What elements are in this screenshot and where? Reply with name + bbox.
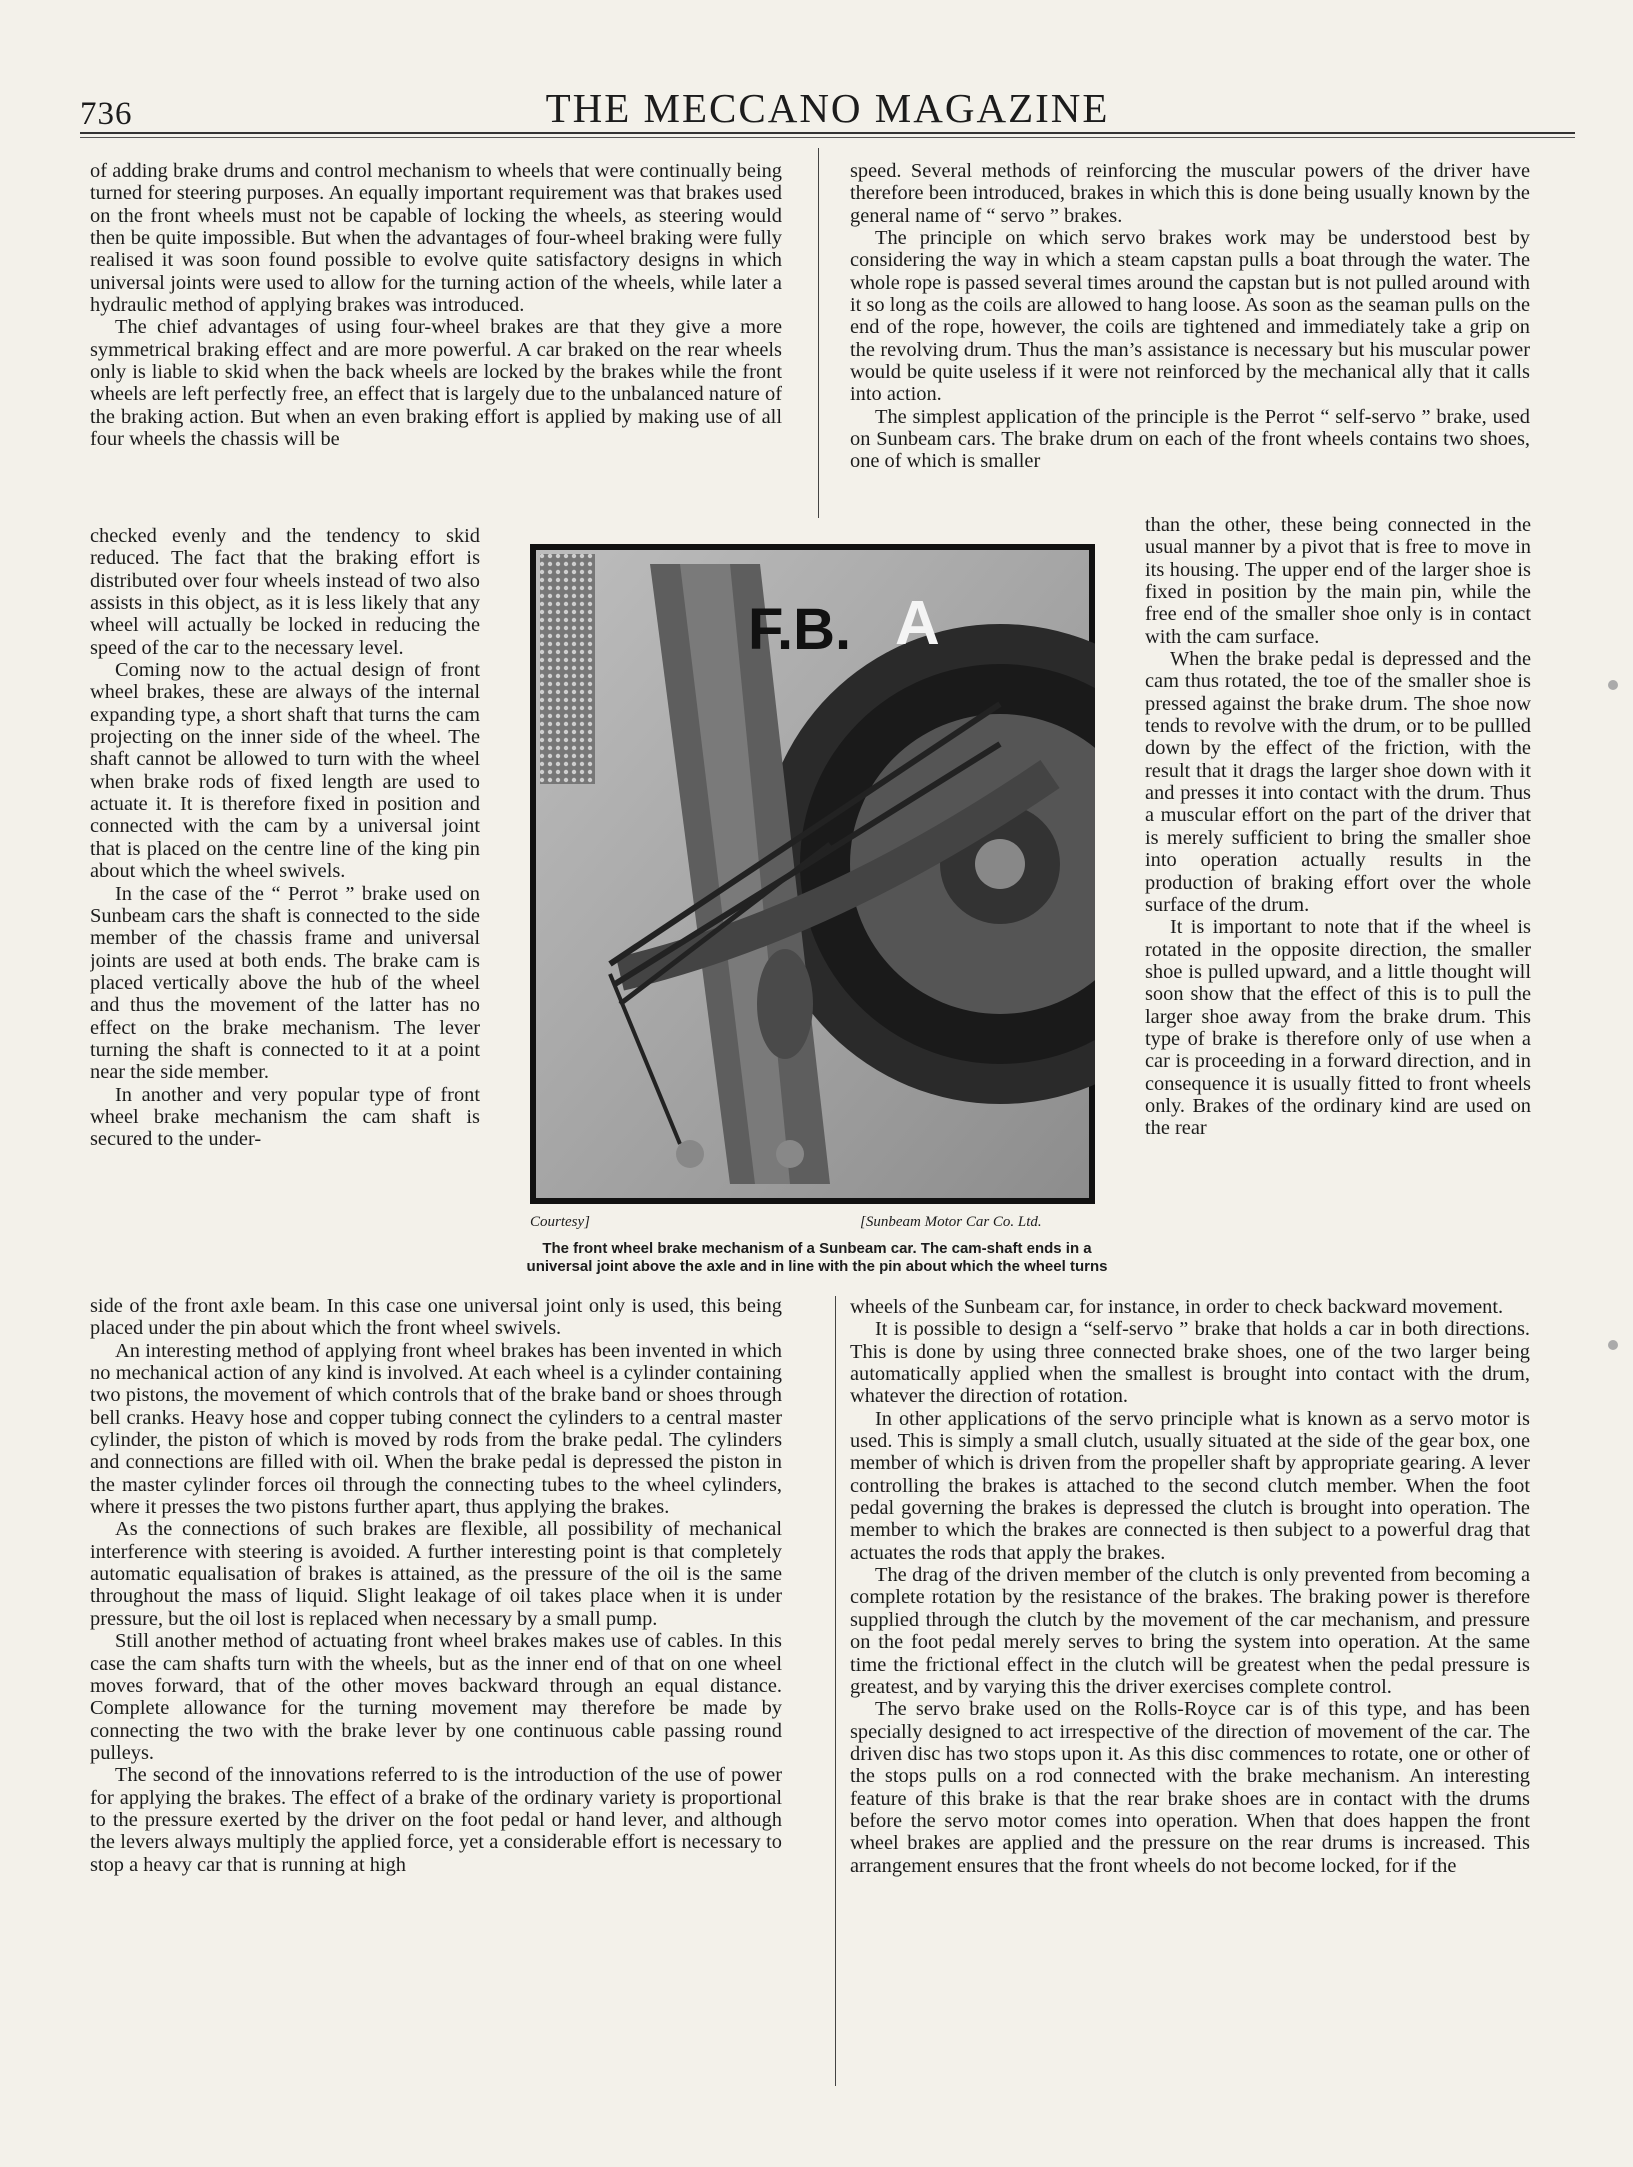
radiator-grille [540, 554, 595, 784]
paragraph: An interesting method of applying front wheel brakes has been invented in which no mechanical action of any kind is involved. At each wheel is a cylinder containing two pistons, the movement of which controls that of the brake band or shoes through bell cranks. Heavy hose and copper tubing connect the cylinders to a central master cylinder, the piston of which is moved by rods from the brake pedal. The cylinders and connections are filled with oil. When the brake pedal is depressed the piston in the master cylinder forces oil through the connecting tubes to the wheel cylinders, where it presses the two pistons further apart, thus applying the brakes. [90, 1339, 782, 1519]
paragraph: The chief advantages of using four-wheel brakes are that they give a more symmetrical braking effect and are more powerful. A car braked on the rear wheels only is liable to skid when the back wheels are locked by the brakes while the front wheels are left perfectly free, an effect that is largely due to the unbalanced nature of the braking action. But when an even braking effort is applied by making use of all four wheels the chassis will be [90, 316, 782, 451]
paragraph: The servo brake used on the Rolls-Royce car is of this type, and has been specially designed to act irrespective of the direction of movement of the car. The driven disc has two stops upon it. As this disc commences to rotate, one or other of the stops pulls on a rod connected with the brake mechanism. An interesting feature of this brake is that the rear brake shoes are in contact with the drums before the servo motor comes into operation. When that does happen the front wheel brakes are applied and the pressure on the rear drums is increased. This arrangement ensures that the front wheels do not become locked, for if the [850, 1698, 1530, 1877]
photo-credit-left: Courtesy] [530, 1214, 590, 1230]
paragraph: In another and very popular type of front wheel brake mechanism the cam shaft is secured to the under- [90, 1083, 480, 1151]
paragraph: It is possible to design a “self-servo ” brake that holds a car in both directions. This is done by using three connected brake shoes, one of the two larger being automatically applied when the smallest is brought into contact with the drum, whatever the direction of rotation. [850, 1318, 1530, 1408]
photo-illustration [530, 544, 1095, 1204]
label-a: A [895, 589, 940, 658]
label-fb: F.B. [748, 597, 852, 662]
paragraph: wheels of the Sunbeam car, for instance, in order to check backward movement. [850, 1296, 1504, 1318]
paragraph: When the brake pedal is depressed and the cam thus rotated, the toe of the smaller shoe is pressed against the brake drum. The shoe now tends to revolve with the drum, or to be pullled down by the effect of the friction, with the result that it drags the larger shoe down with it and presses it into contact with the drum. Thus a muscular effort on the part of the driver that is merely sufficient to bring the smaller shoe into operation actually results in the production of braking effort over the whole surface of the drum. [1145, 648, 1531, 916]
paragraph: Still another method of actuating front wheel brakes makes use of cables. In this case the cam shafts turn with the wheels, but as the inner end of that on one wheel moves forward, that of the other moves backward through an equal distance. Complete allowance for the turning movement may therefore be made by connecting the two with the brake lever by one continuous cable passing round pulleys. [90, 1630, 782, 1764]
brake-mechanism-photo [530, 544, 1095, 1204]
paragraph: side of the front axle beam. In this case one universal joint only is used, this being placed under the pin about which the front wheel swivels. [90, 1295, 782, 1340]
binding-hole [1608, 680, 1618, 690]
binding-hole [1608, 1340, 1618, 1350]
photo-credit-right: [Sunbeam Motor Car Co. Ltd. [860, 1214, 1042, 1230]
paragraph: In other applications of the servo principle what is known as a servo motor is used. This is simply a small clutch, usually situated at the side of the gear box, one member of which is driven from the propeller shaft by appropriate gearing. A lever controlling the brakes is attached to the second clutch member. When the foot pedal governing the brakes is depressed the clutch is brought into operation. The member to which the brakes are connected is then subject to a powerful drag that actuates the rods that apply the brakes. [850, 1407, 1530, 1564]
page-number: 736 [80, 96, 133, 132]
figure-caption: The front wheel brake mechanism of a Sunbeam car. The cam-shaft ends in a universal joint above the axle and in line with the pin about which the wheel turns [526, 1240, 1108, 1275]
paragraph: The principle on which servo brakes work may be understood best by considering the way in which a steam capstan pulls a boat through the water. The whole rope is passed several times around the capstan but is not pulled around with it so long as the coils are allowed to hang loose. As soon as the seaman pulls on the end of the rope, however, the coils are tightened and immediately take a grip on the revolving drum. Thus the man’s assistance is necessary but his muscular power would be quite useless if it were not reinforced by the mechanical ally that it calls into action. [850, 227, 1530, 406]
column-rule-top [818, 148, 819, 518]
right-column-top [850, 160, 1530, 526]
page-header [80, 80, 1575, 140]
paragraph: The drag of the driven member of the clutch is only prevented from becoming a complete rotation by the resistance of the brakes. The braking power is therefore supplied through the clutch by the movement of the car mechanism, and pressure on the foot pedal merely serves to bring the system into operation. At the same time the frictional effect in the clutch will be greatest when the pedal pressure is greatest, and by varying this the driver exercises complete control. [850, 1564, 1530, 1698]
left-column-narrow [90, 525, 480, 1313]
right-column-narrow [1145, 514, 1531, 1309]
paragraph: of adding brake drums and control mechanism to wheels that were continually being turned for steering purposes. An equally important requirement was that brakes used on the front wheels must not be capable of locking the wheels, as steering would then be quite impossible. But when the advantages of four-wheel braking were fully realised it was soon found possible to evolve quite satisfactory designs in which universal joints were used to allow for the turning action of the wheels, while later a hydraulic method of applying brakes was introduced. [90, 160, 782, 317]
header-rule-thin [80, 137, 1575, 138]
left-column-bottom [90, 1295, 782, 2095]
paragraph: It is important to note that if the wheel is rotated in the opposite direction, the smaller shoe is pulled upward, and a little thought will soon show that the effect of this is to pull the larger shoe away from the brake drum. This type of brake is therefore only of use when a car is proceeding in a forward direction, and in consequence it is usually fitted to front wheels only. Brakes of the ordinary kind are used on the rear [1145, 916, 1531, 1140]
paragraph: speed. Several methods of reinforcing the muscular powers of the driver have therefore been introduced, brakes in which this is done being usually known by the general name of “ servo ” brakes. [850, 160, 1530, 227]
magazine-title: THE MECCANO MAGAZINE [545, 85, 1110, 131]
header-rule [80, 132, 1575, 134]
paragraph: As the connections of such brakes are flexible, all possibility of mechanical interference with steering is avoided. A further interesting point is that completely automatic equalisation of brakes is attained, as the pressure of the oil is the same throughout the mass of liquid. Slight leakage of oil takes place when it is under pressure, but the oil lost is replaced when necessary by a small pump. [90, 1518, 782, 1630]
paragraph: checked evenly and the tendency to skid reduced. The fact that the braking effort is distributed over four wheels instead of two also assists in this object, as it is less likely that any wheel will actually be locked in reducing the speed of the car to the necessary level. [90, 525, 480, 659]
paragraph: The second of the innovations referred to is the introduction of the use of power for applying the brakes. The effect of a brake of the ordinary variety is proportional to the pressure exerted by the driver on the foot pedal or hand lever, and although the levers always multiply the applied force, yet a considerable effort is necessary to stop a heavy car that is running at high [90, 1764, 782, 1876]
paragraph: The simplest application of the principle is the Perrot “ self-servo ” brake, used on Sunbeam cars. The brake drum on each of the front wheels contains two shoes, one of which is smaller [850, 405, 1530, 473]
paragraph: In the case of the “ Perrot ” brake used on Sunbeam cars the shaft is connected to the side member of the chassis frame and universal joints are used at both ends. The brake cam is placed vertically above the hub of the wheel and thus the movement of the latter has no effect on the brake mechanism. The lever turning the shaft is connected to it at a point near the side member. [90, 882, 480, 1084]
paragraph: Coming now to the actual design of front wheel brakes, these are always of the internal expanding type, a short shaft that turns the cam projecting on the inner side of the wheel. The shaft cannot be allowed to turn with the wheel when brake rods of fixed length are used to actuate it. It is therefore fixed in position and connected with the cam by a universal joint that is placed on the centre line of the king pin about which the wheel swivels. [90, 659, 480, 883]
column-rule-bottom [835, 1296, 836, 2086]
paragraph: than the other, these being connected in the usual manner by a pivot that is free to move in its housing. The upper end of the larger shoe is fixed in position by the main pin, while the free end of the smaller shoe only is in contact with the cam surface. [1145, 514, 1531, 648]
left-column-top [90, 160, 782, 528]
right-column-bottom [850, 1296, 1530, 2096]
